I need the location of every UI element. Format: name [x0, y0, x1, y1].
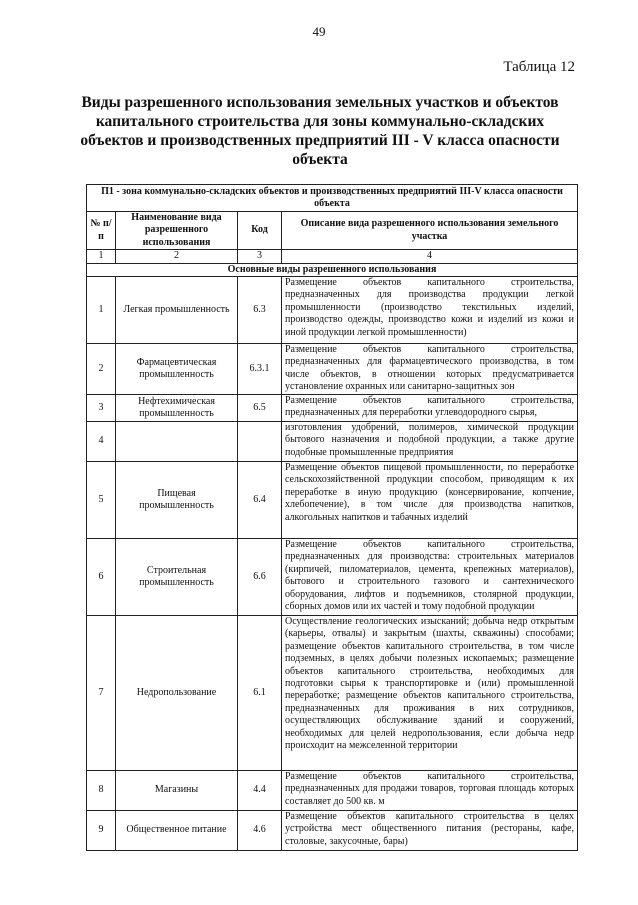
- row-name: Пищевая промышленность: [116, 462, 238, 539]
- row-description: Размещение объектов капитального строительства в целях устройства мест общественного питания (рестораны, кафе, столовые, закусочные, бары): [282, 811, 578, 851]
- row-code: 4.4: [238, 771, 282, 811]
- page-title: Виды разрешенного использования земельных участков и объектов капитального строительства для зоны коммунально-складских объектов и производственных предприятий III - V класса опасности объекта: [80, 94, 560, 168]
- row-name: Нефтехимическая промышленность: [116, 395, 238, 422]
- row-number: 9: [87, 811, 116, 851]
- row-code: [238, 422, 282, 462]
- column-index: 4: [282, 250, 578, 263]
- column-index: 2: [116, 250, 238, 263]
- table-row: [87, 539, 578, 616]
- row-code: 6.4: [238, 462, 282, 539]
- section-row: [87, 263, 578, 276]
- zone-header: П1 - зона коммунально-складских объектов и производственных предприятий III-V класса опасности объекта: [87, 185, 578, 212]
- row-number: 7: [87, 616, 116, 771]
- table-row: [87, 616, 578, 771]
- row-code: 6.6: [238, 539, 282, 616]
- row-code: 6.3: [238, 277, 282, 344]
- row-code: 6.5: [238, 395, 282, 422]
- table-row: [87, 277, 578, 344]
- column-header-description: Описание вида разрешенного использования земельного участка: [282, 212, 578, 250]
- column-header-code: Код: [238, 212, 282, 250]
- row-name: Магазины: [116, 771, 238, 811]
- table-row: [87, 771, 578, 811]
- column-index: 3: [238, 250, 282, 263]
- column-header-name: Наименование вида разрешенного использования: [116, 212, 238, 250]
- row-name: Строительная промышленность: [116, 539, 238, 616]
- row-number: 5: [87, 462, 116, 539]
- row-number: 2: [87, 344, 116, 395]
- table-row: [87, 422, 578, 462]
- row-number: 8: [87, 771, 116, 811]
- land-use-table: [86, 184, 578, 851]
- column-header-row: [87, 212, 578, 250]
- row-number: 1: [87, 277, 116, 344]
- row-name: Недропользование: [116, 616, 238, 771]
- table-caption: Таблица 12: [503, 59, 575, 75]
- column-index-row: [87, 250, 578, 263]
- column-index: 1: [87, 250, 116, 263]
- row-description: изготовления удобрений, полимеров, химической продукции бытового назначения и подобной продукции, а также другие подобные промышленные предприятия: [282, 422, 578, 462]
- zone-header-row: [87, 185, 578, 212]
- table-row: [87, 462, 578, 539]
- row-description: Размещение объектов капитального строительства, предназначенных для продажи товаров, торговая площадь которых составляет до 500 кв. м: [282, 771, 578, 811]
- row-name: Легкая промышленность: [116, 277, 238, 344]
- row-description: Размещение объектов пищевой промышленности, по переработке сельскохозяйственной продукции способом, приводящим к их переработке в иную продукцию (консервирование, копчение, хлебопечение), в том числе для производства напитков, алкогольных напитков и табачных изделий: [282, 462, 578, 539]
- row-number: 4: [87, 422, 116, 462]
- row-description: Размещение объектов капитального строительства, предназначенных для производства: строительных материалов (кирпичей, пиломатериалов, цемента, крепежных материалов), бытового и строительного газового и сантехнического оборудования, лифтов и подъемников, столярной продукции, сборных домов или их частей и тому подобной продукции: [282, 539, 578, 616]
- column-header-number: № п/п: [87, 212, 116, 250]
- row-number: 6: [87, 539, 116, 616]
- table-row: [87, 395, 578, 422]
- row-code: 6.3.1: [238, 344, 282, 395]
- row-description: Осуществление геологических изысканий; добыча недр открытым (карьеры, отвалы) и закрытым (шахты, скважины) способами; размещение объектов капитального строительства, в том числе подземных, в целях добычи полезных ископаемых; размещение объектов капитального строительства, необходимых для подготовки сырья к транспортировке и (или) промышленной переработке; размещение объектов капитального строительства, предназначенных для проживания в них сотрудников, осуществляющих обслуживание зданий и сооружений, необходимых для целей недропользования, если добыча недр происходит на межселенной территории: [282, 616, 578, 771]
- row-name: Общественное питание: [116, 811, 238, 851]
- table-row: [87, 344, 578, 395]
- row-description: Размещение объектов капитального строительства, предназначенных для производства продукции легкой промышленности (производство текстильных изделий, производство одежды, производство кожи и изделий из кожи и иной продукции легкой промышленности): [282, 277, 578, 344]
- row-name: [116, 422, 238, 462]
- row-description: Размещение объектов капитального строительства, предназначенных для фармацевтического производства, в том числе объектов, в отношении которых предусматривается установление охранных или санитарно-защитных зон: [282, 344, 578, 395]
- row-description: Размещение объектов капитального строительства, предназначенных для переработки углеводородного сырья,: [282, 395, 578, 422]
- page-number: 49: [312, 24, 326, 39]
- section-title: Основные виды разрешенного использования: [87, 263, 578, 276]
- table-row: [87, 811, 578, 851]
- row-code: 4.6: [238, 811, 282, 851]
- row-code: 6.1: [238, 616, 282, 771]
- row-name: Фармацевтическая промышленность: [116, 344, 238, 395]
- row-number: 3: [87, 395, 116, 422]
